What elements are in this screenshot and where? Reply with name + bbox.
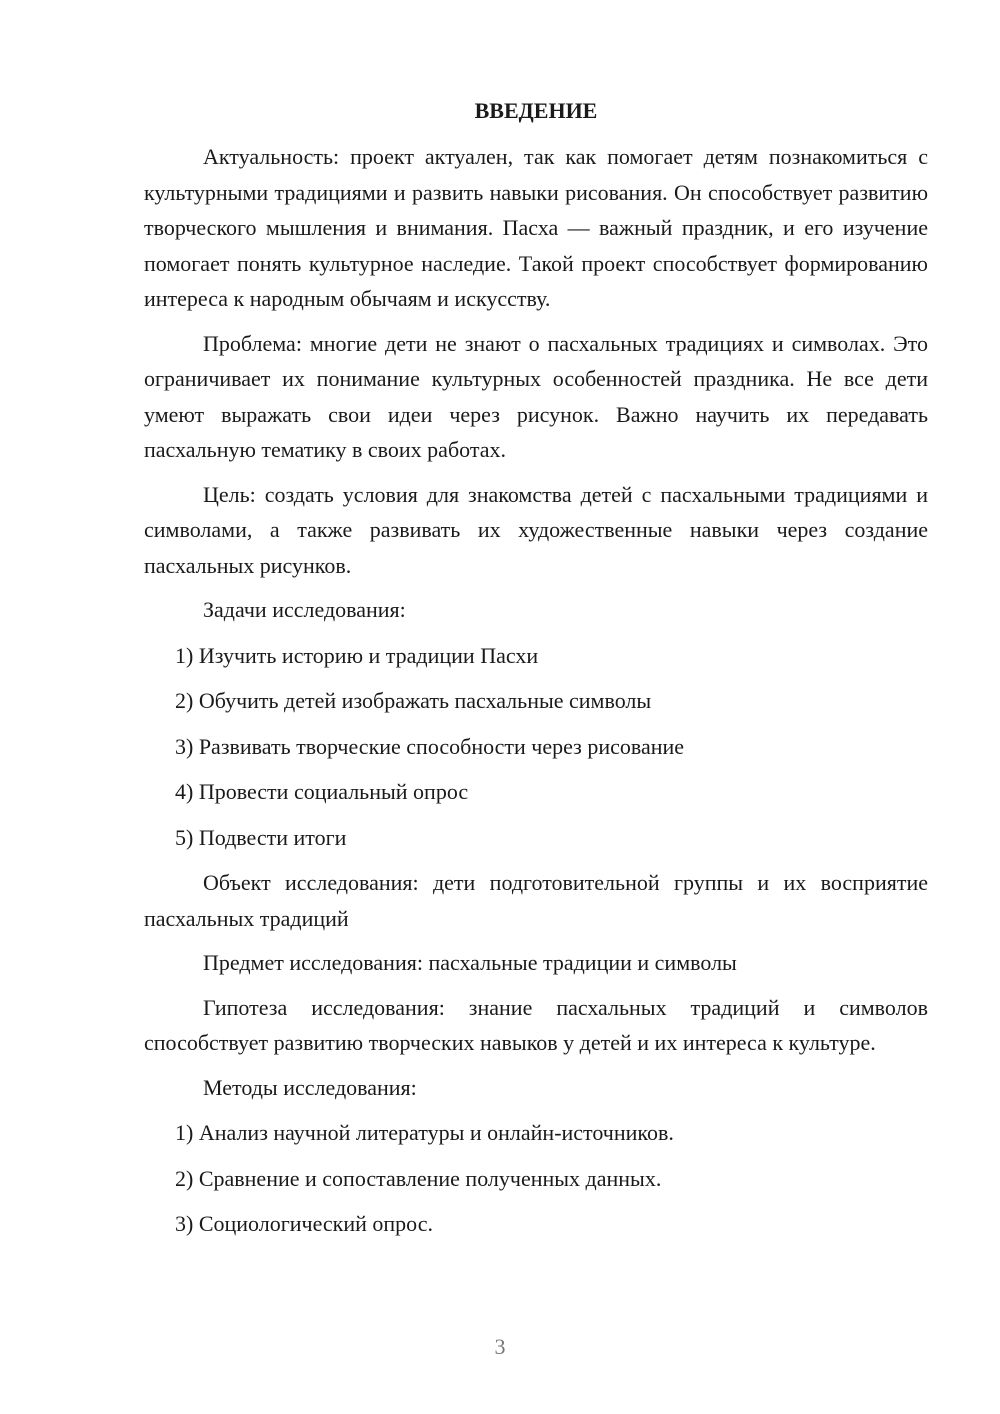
problem-paragraph: Проблема: многие дети не знают о пасхальных традициях и символах. Это ограничивает их понимание культурных особенностей праздника. Не все дети умеют выражать свои идеи через рисунок. Важно научить их передавать пасхальную тематику в своих работах. bbox=[144, 330, 928, 462]
goal-paragraph: Цель: создать условия для знакомства детей с пасхальными традициями и символами, а также развивать их художественные навыки через создание пасхальных рисунков. bbox=[144, 481, 928, 578]
list-item: 3) Развивать творческие способности через рисование bbox=[175, 733, 685, 759]
relevance-paragraph: Актуальность: проект актуален, так как помогает детям познакомиться с культурными традициями и развить навыки рисования. Он способствует развитию творческого мышления и внимания. Пасха — важный праздник, и его изучение помогает понять культурное наследие. Такой проект способствует формированию интереса к народным обычаям и искусству. bbox=[144, 144, 928, 311]
page-title: ВВЕДЕНИЕ bbox=[474, 98, 598, 123]
list-item: 3) Социологический опрос. bbox=[175, 1211, 433, 1236]
document-page bbox=[144, 96, 928, 1252]
list-item: 1) Анализ научной литературы и онлайн-источников. bbox=[175, 1120, 674, 1145]
list-item: 1) Изучить историю и традиции Пасхи bbox=[175, 642, 539, 668]
tasks-heading: Задачи исследования: bbox=[203, 597, 406, 622]
list-item: 2) Сравнение и сопоставление полученных данных. bbox=[175, 1165, 662, 1191]
list-item: 2) Обучить детей изображать пасхальные символы bbox=[175, 688, 652, 713]
page-number: 3 bbox=[494, 1334, 506, 1359]
list-item: 5) Подвести итоги bbox=[175, 824, 347, 850]
list-item: 4) Провести социальный опрос bbox=[175, 779, 469, 804]
methods-heading: Методы исследования: bbox=[203, 1074, 417, 1100]
tasks-list bbox=[144, 638, 928, 856]
subject-paragraph: Предмет исследования: пасхальные традиции и символы bbox=[203, 950, 737, 975]
object-paragraph: Объект исследования: дети подготовительной группы и их восприятие пасхальных традиций bbox=[144, 870, 928, 931]
hypothesis-paragraph: Гипотеза исследования: знание пасхальных традиций и символов способствует развитию творческих навыков у детей и их интереса к культуре. bbox=[144, 994, 928, 1055]
methods-list bbox=[144, 1115, 928, 1242]
